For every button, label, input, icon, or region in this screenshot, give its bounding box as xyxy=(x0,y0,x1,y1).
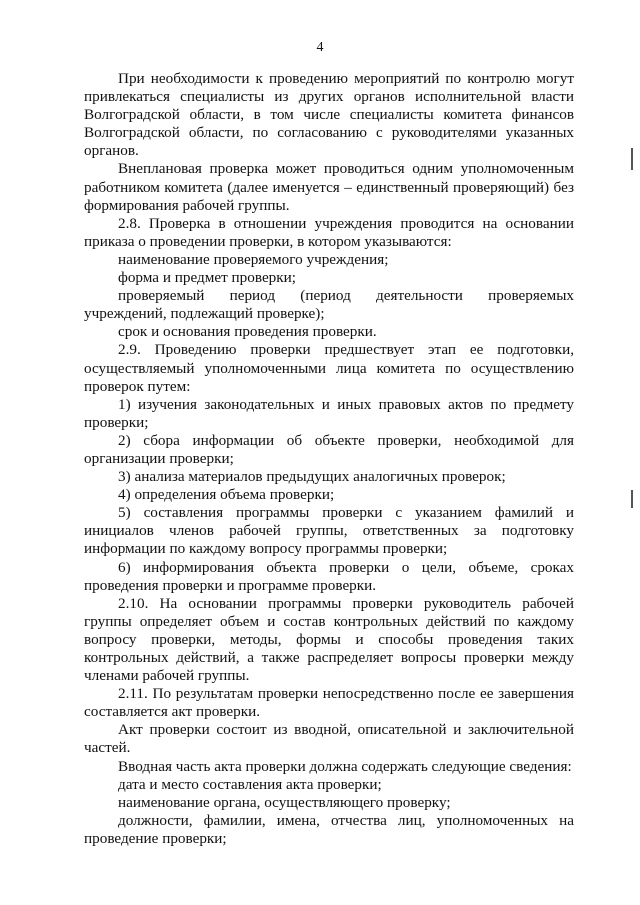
paragraph: Внеплановая проверка может проводиться одним уполномоченным работником комитета (далее именуется – единственный проверяющий) без формирования рабочей группы. xyxy=(84,160,574,214)
paragraph: наименование органа, осуществляющего проверку; xyxy=(118,793,451,811)
paragraph: проверяемый период (период деятельности проверяемых учреждений, подлежащий проверке); xyxy=(84,287,574,323)
scan-edge-mark xyxy=(631,490,633,508)
paragraph: 5) составления программы проверки с указанием фамилий и инициалов членов рабочей группы, ответственных за подготовку информации по каждому вопросу программы проверки; xyxy=(84,504,574,558)
paragraph: 1) изучения законодательных и иных правовых актов по предмету проверки; xyxy=(84,395,574,431)
paragraph: срок и основания проведения проверки. xyxy=(118,323,377,341)
paragraph: 2.9. Проведению проверки предшествует этап ее подготовки, осуществляемый уполномоченными лица комитета по осуществлению проверок путем: xyxy=(84,341,574,395)
paragraph: 2.10. На основании программы проверки руководитель рабочей группы определяет объем и состав контрольных действий по каждому вопросу проверки, методы, формы и способы проведения таких контрольных действий, а также распределяет вопросы проверки между членами рабочей группы. xyxy=(84,594,574,685)
page-number: 4 xyxy=(316,40,324,55)
paragraph: 3) анализа материалов предыдущих аналогичных проверок; xyxy=(118,468,506,486)
paragraph: форма и предмет проверки; xyxy=(118,269,297,287)
paragraph: Вводная часть акта проверки должна содержать следующие сведения: xyxy=(118,757,572,775)
paragraph: наименование проверяемого учреждения; xyxy=(118,250,389,268)
paragraph: 2.8. Проверка в отношении учреждения проводится на основании приказа о проведении проверки, в котором указываются: xyxy=(84,214,574,250)
paragraph: При необходимости к проведению мероприятий по контролю могут привлекаться специалисты из других органов исполнительной власти Волгоградской области, в том числе специалисты комитета финансов Волгоградской области, по согласованию с руководителями указанных органов. xyxy=(84,70,574,160)
paragraph: 4) определения объема проверки; xyxy=(118,486,335,504)
paragraph: Акт проверки состоит из вводной, описательной и заключительной частей. xyxy=(84,721,574,757)
scan-edge-mark xyxy=(631,148,633,170)
document-body xyxy=(84,70,574,848)
paragraph: 2) сбора информации об объекте проверки, необходимой для организации проверки; xyxy=(84,431,574,467)
paragraph: 2.11. По результатам проверки непосредственно после ее завершения составляется акт проверки. xyxy=(84,685,574,721)
paragraph: должности, фамилии, имена, отчества лиц, уполномоченных на проведение проверки; xyxy=(84,811,574,847)
paragraph: дата и место составления акта проверки; xyxy=(118,775,382,793)
paragraph: 6) информирования объекта проверки о цели, объеме, сроках проведения проверки и программе проверки. xyxy=(84,558,574,594)
